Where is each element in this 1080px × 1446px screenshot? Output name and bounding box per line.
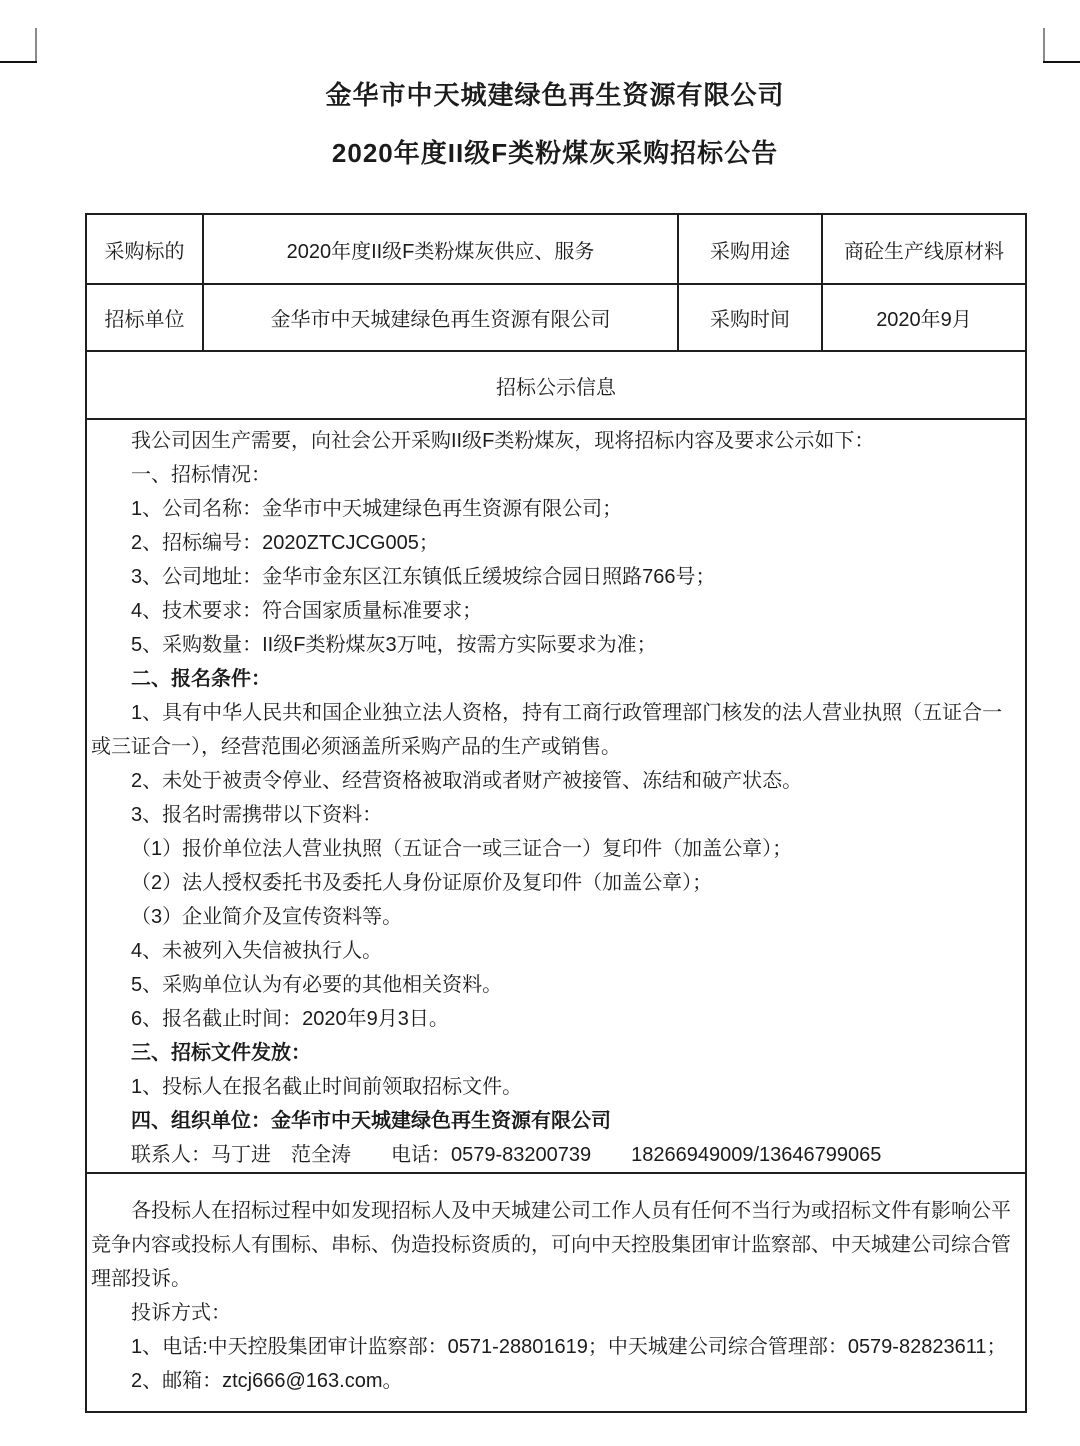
table-row bbox=[86, 351, 1026, 419]
complaint-intro: 各投标人在招标过程中如发现招标人及中天城建公司工作人员有任何不当行为或招标文件有影响公平竞争内容或投标人有围标、串标、伪造投标资质的，可向中天控股集团审计监察部、中天城建公司综合管理部投诉。 bbox=[91, 1199, 1011, 1290]
body-section-1-heading: 一、招标情况： bbox=[131, 463, 271, 486]
contact-line: 联系人：马丁进 范全涛 电话：0579-83200739 18266949009/13646799065 bbox=[131, 1143, 882, 1166]
body-item: 4、技术要求：符合国家质量标准要求； bbox=[131, 599, 483, 622]
complaint-section-cell bbox=[86, 1173, 1026, 1412]
procurement-purpose-label: 采购用途 bbox=[678, 214, 822, 284]
procurement-time-value: 2020年9月 bbox=[822, 284, 1026, 351]
company-title: 金华市中天城建绿色再生资源有限公司 bbox=[325, 80, 785, 110]
body-item: 5、采购单位认为有必要的其他相关资料。 bbox=[131, 973, 503, 996]
body-item: 5、采购数量：II级F类粉煤灰3万吨，按需方实际要求为准； bbox=[131, 633, 657, 656]
complaint-phone-line: 1、电话:中天控股集团审计监察部：0571-28801619；中天城建公司综合管理部：0579-82823611； bbox=[131, 1335, 1007, 1358]
body-item: 3、报名时需携带以下资料： bbox=[131, 803, 383, 826]
body-item: 2、招标编号：2020ZTCJCG005； bbox=[131, 531, 439, 554]
body-item: 1、公司名称：金华市中天城建绿色再生资源有限公司； bbox=[131, 497, 623, 520]
procurement-subject-value: 2020年度II级F类粉煤灰供应、服务 bbox=[203, 214, 678, 284]
body-subitem: （3）企业简介及宣传资料等。 bbox=[131, 905, 403, 928]
body-section-4-heading: 四、组织单位：金华市中天城建绿色再生资源有限公司 bbox=[131, 1109, 611, 1132]
procurement-time-label: 采购时间 bbox=[678, 284, 822, 351]
body-item: 4、未被列入失信被执行人。 bbox=[131, 939, 383, 962]
table-row bbox=[86, 1173, 1026, 1412]
body-section-3-heading: 三、招标文件发放： bbox=[131, 1041, 311, 1064]
tender-unit-value: 金华市中天城建绿色再生资源有限公司 bbox=[203, 284, 678, 351]
tender-unit-label: 招标单位 bbox=[86, 284, 203, 351]
body-item: 3、公司地址：金华市金东区江东镇低丘缓坡综合园日照路766号； bbox=[131, 565, 716, 588]
crop-mark-top-left-icon bbox=[0, 28, 37, 63]
table-row bbox=[86, 214, 1026, 284]
table-row bbox=[86, 419, 1026, 1173]
complaint-email-line: 2、邮箱：ztcj666@163.com。 bbox=[131, 1369, 403, 1392]
tender-info-table bbox=[85, 213, 1027, 1413]
announcement-title: 2020年度II级F类粉煤灰采购招标公告 bbox=[331, 138, 779, 168]
table-row bbox=[86, 284, 1026, 351]
procurement-purpose-value: 商砼生产线原材料 bbox=[822, 214, 1026, 284]
body-item: 2、未处于被责令停业、经营资格被取消或者财产被接管、冻结和破产状态。 bbox=[131, 769, 803, 792]
complaint-method-heading: 投诉方式： bbox=[131, 1301, 231, 1324]
body-subitem: （1）报价单位法人营业执照（五证合一或三证合一）复印件（加盖公章）； bbox=[131, 837, 793, 860]
document-content bbox=[85, 0, 1025, 1413]
body-subitem: （2）法人授权委托书及委托人身份证原价及复印件（加盖公章）； bbox=[131, 871, 713, 894]
announcement-body-cell bbox=[86, 419, 1026, 1173]
body-item: 1、具有中华人民共和国企业独立法人资格，持有工商行政管理部门核发的法人营业执照（五证合一或三证合一），经营范围必须涵盖所采购产品的生产或销售。 bbox=[91, 701, 1003, 758]
body-intro-line: 我公司因生产需要，向社会公开采购II级F类粉煤灰，现将招标内容及要求公示如下： bbox=[131, 429, 875, 452]
crop-mark-top-right-icon bbox=[1043, 28, 1080, 63]
body-item: 1、投标人在报名截止时间前领取招标文件。 bbox=[131, 1075, 523, 1098]
procurement-subject-label: 采购标的 bbox=[86, 214, 203, 284]
body-item: 6、报名截止时间：2020年9月3日。 bbox=[131, 1007, 449, 1030]
section-header-tender-publicity: 招标公示信息 bbox=[86, 351, 1026, 419]
body-section-2-heading: 二、报名条件： bbox=[131, 667, 271, 690]
